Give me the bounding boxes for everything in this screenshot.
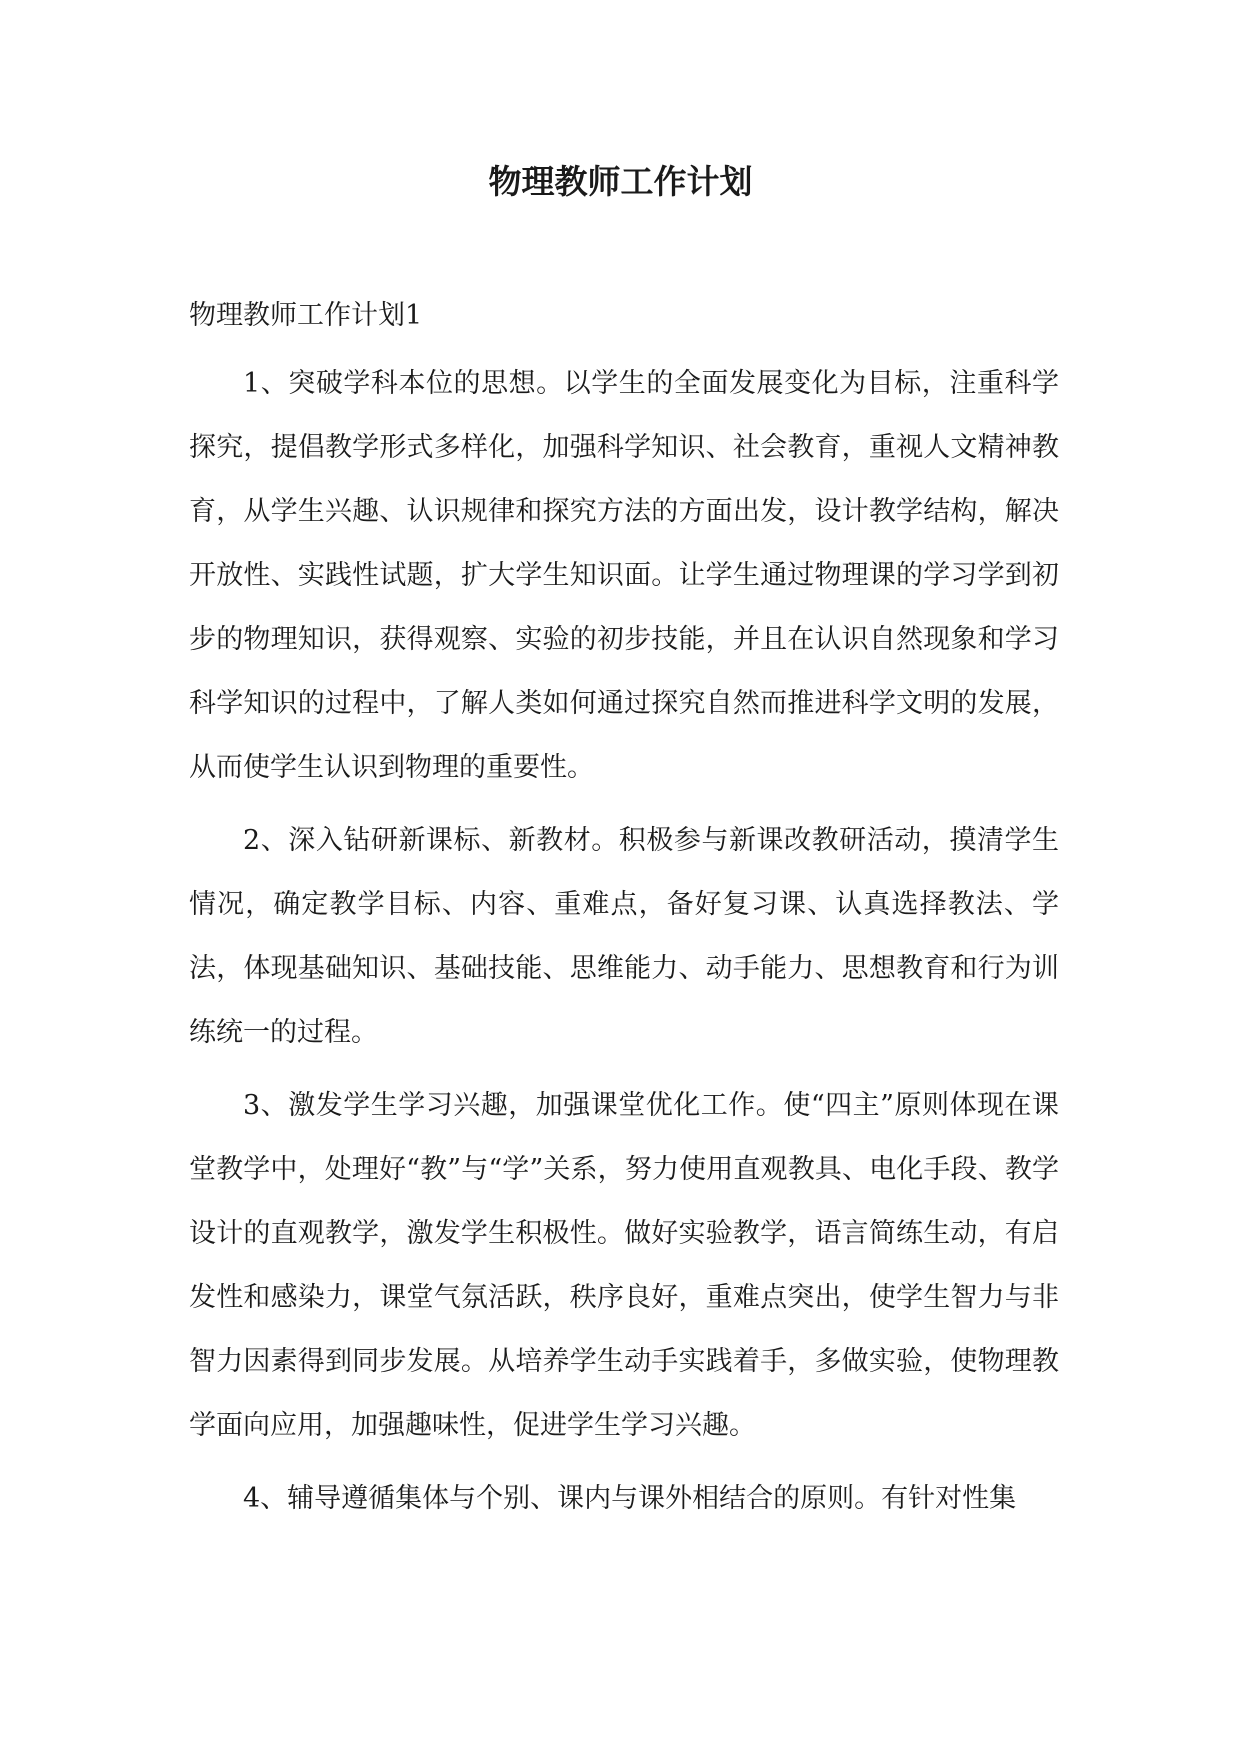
paragraph-1: 1、突破学科本位的思想。以学生的全面发展变化为目标，注重科学探究，提倡教学形式多样化，加强科学知识、社会教育，重视人文精神教育，从学生兴趣、认识规律和探究方法的方面出发，设计教学结构，解决开放性、实践性试题，扩大学生知识面。让学生通过物理课的学习学到初步的物理知识，获得观察、实验的初步技能，并且在认识自然现象和学习科学知识的过程中，了解人类如何通过探究自然而推进科学文明的发展，从而使学生认识到物理的重要性。 (189, 368, 1059, 783)
paragraph-3: 3、激发学生学习兴趣，加强课堂优化工作。使“四主”原则体现在课堂教学中，处理好“教”与“学”关系，努力使用直观教具、电化手段、教学设计的直观教学，激发学生积极性。做好实验教学，语言简练生动，有启发性和感染力，课堂气氛活跃，秩序良好，重难点突出，使学生智力与非智力因素得到同步发展。从培养学生动手实践着手，多做实验，使物理教学面向应用，加强趣味性，促进学生学习兴趣。 (189, 1090, 1059, 1441)
section-heading: 物理教师工作计划1 (189, 300, 423, 331)
document-body (189, 288, 1059, 1531)
paragraph-4: 4、辅导遵循集体与个别、课内与课外相结合的原则。有针对性集 (243, 1483, 1017, 1514)
paragraph-2: 2、深入钻研新课标、新教材。积极参与新课改教研活动，摸清学生情况，确定教学目标、内容、重难点，备好复习课、认真选择教法、学法，体现基础知识、基础技能、思维能力、动手能力、思想教育和行为训练统一的过程。 (189, 825, 1059, 1048)
document-title: 物理教师工作计划 (488, 162, 753, 201)
